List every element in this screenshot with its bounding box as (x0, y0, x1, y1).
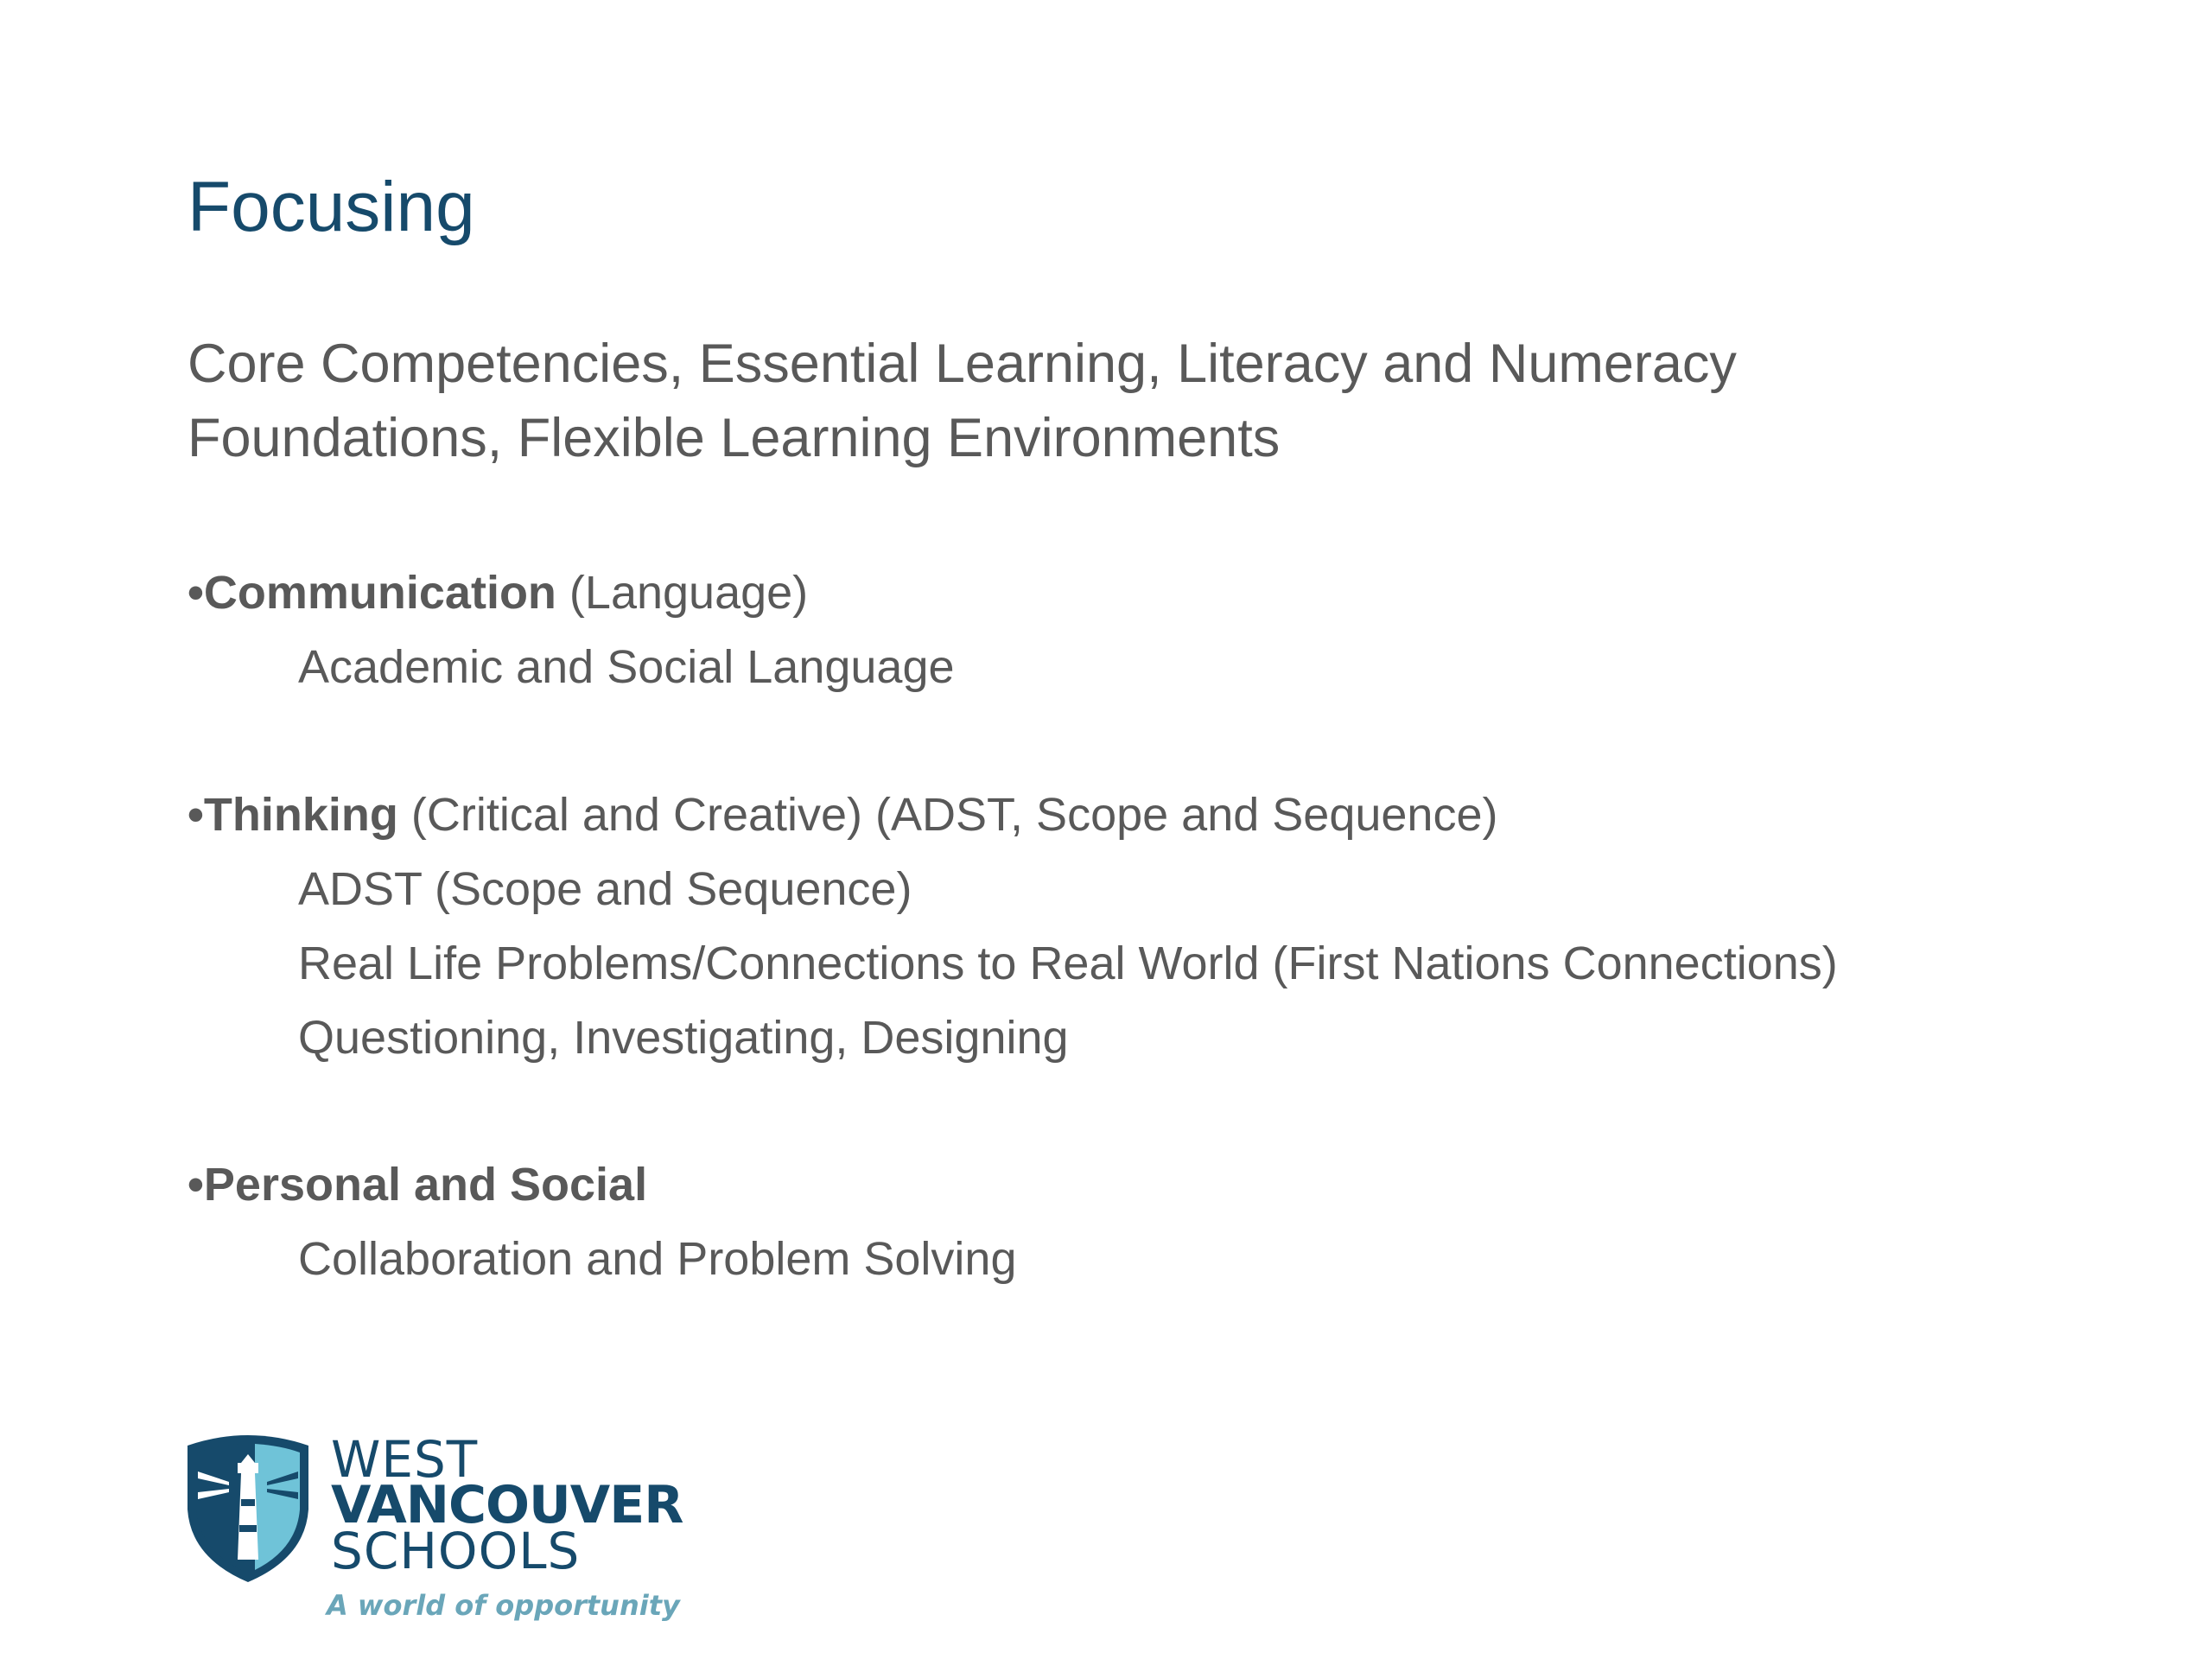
slide-subtitle (188, 327, 2045, 475)
bullet-marker: • (188, 789, 204, 841)
west-vancouver-schools-logo (184, 1430, 683, 1629)
bullet-heading (188, 778, 1838, 852)
bullet-heading-bold: Communication (203, 567, 556, 619)
bullet-heading-suffix: (Language) (556, 567, 809, 619)
slide-title: Focusing (188, 168, 475, 246)
sub-item: Academic and Social Language (298, 641, 955, 693)
bullet-heading (188, 1147, 1017, 1222)
sub-item: Real Life Problems/Connections to Real World (First Nations Connections) (298, 938, 1838, 989)
bullet-marker: • (188, 567, 204, 619)
logo-text-west: WEST (331, 1430, 479, 1489)
bullet-heading-suffix: (Critical and Creative) (ADST, Scope and Sequence) (397, 789, 1498, 841)
bullet-marker: • (188, 1159, 204, 1211)
sub-item: Collaboration and Problem Solving (298, 1233, 1017, 1285)
logo-text-vancouver: VANCOUVER (331, 1475, 683, 1535)
section-communication (188, 556, 955, 704)
section-thinking (188, 778, 1838, 1075)
bullet-heading (188, 556, 955, 630)
subtitle-line: Core Competencies, Essential Learning, Literacy and Numeracy (188, 334, 1737, 394)
logo-tagline: A world of opportunity (327, 1589, 680, 1622)
lighthouse-shield-icon (184, 1430, 312, 1584)
bullet-heading-bold: Thinking (203, 789, 398, 841)
subtitle-line: Foundations, Flexible Learning Environments (188, 408, 1281, 468)
logo-text-schools: SCHOOLS (331, 1522, 581, 1580)
sub-item: Questioning, Investigating, Designing (298, 1012, 1069, 1064)
sub-item: ADST (Scope and Sequence) (298, 863, 912, 915)
section-personal-social (188, 1147, 1017, 1296)
bullet-heading-bold: Personal and Social (203, 1159, 648, 1211)
